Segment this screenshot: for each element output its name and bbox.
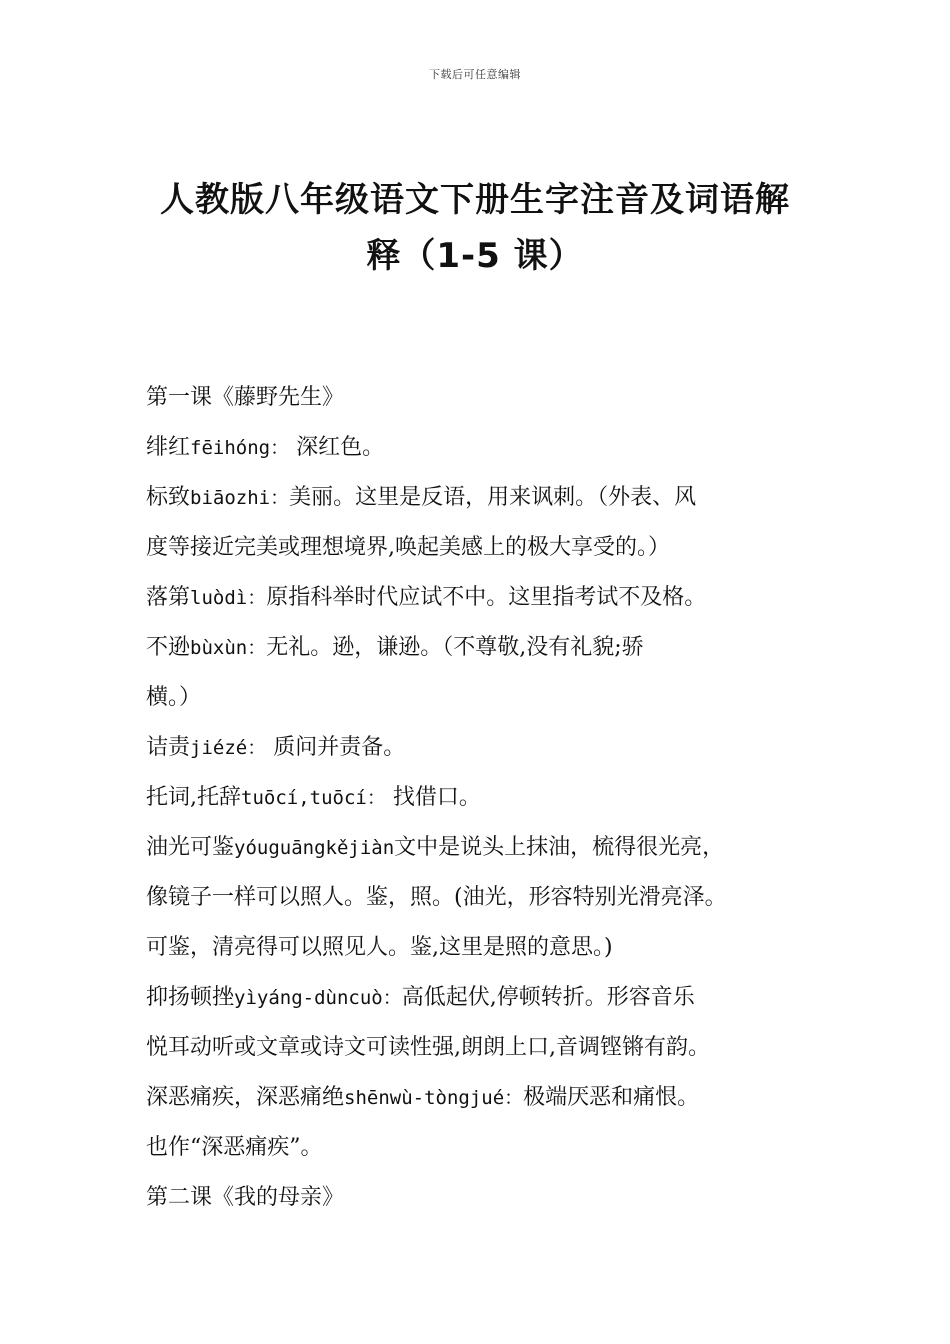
- pinyin: biāozhi：: [190, 487, 290, 509]
- header-note: 下载后可任意编辑: [429, 68, 521, 81]
- entry-line: 油光可鉴yóuguāngkějiàn文中是说头上抹油，梳得很光亮，: [146, 835, 725, 860]
- entry-line: 标致biāozhi：美丽。这里是反语，用来讽刺。（外表、风: [146, 485, 697, 510]
- pinyin: fēihóng：: [190, 437, 290, 459]
- entry-line: 绯红fēihóng： 深红色。: [146, 435, 385, 460]
- title-line-1: 人教版八年级语文下册生字注音及词语解: [160, 180, 790, 220]
- entry-line: 深恶痛疾，深恶痛绝shēnwù-tòngjué：极端厌恶和痛恨。: [146, 1085, 700, 1110]
- entry-line: 可鉴，清亮得可以照见人。鉴,这里是照的意思。): [146, 935, 613, 960]
- document-title: [140, 172, 810, 284]
- entry-line: 悦耳动听或文章或诗文可读性强,朗朗上口,音调铿锵有韵。: [146, 1035, 710, 1060]
- entry-line: 不逊bùxùn：无礼。逊，谦逊。（不尊敬,没有礼貌;骄: [146, 635, 644, 660]
- section-heading-lesson-2: 第二课《我的母亲》: [146, 1185, 345, 1210]
- pinyin: yóuguāngkějiàn: [234, 837, 395, 859]
- entry-line: 落第luòdì：原指科举时代应试不中。这里指考试不及格。: [146, 585, 707, 610]
- document-body: [146, 373, 836, 1223]
- pinyin: tuōcí,tuōcí：: [241, 787, 386, 809]
- entry-line: 横。）: [146, 685, 202, 710]
- pinyin: jiézé：: [190, 737, 267, 759]
- entry-line: 也作“深恶痛疾”。: [146, 1135, 323, 1160]
- pinyin: bùxùn：: [190, 637, 267, 659]
- pinyin: shēnwù-tòngjué：: [344, 1087, 524, 1109]
- entry-line: 像镜子一样可以照人。鉴，照。(油光，形容特别光滑亮泽。: [146, 885, 727, 910]
- title-line-2: 释（1-5 课）: [366, 236, 584, 276]
- section-heading-lesson-1: 第一课《藤野先生》: [146, 385, 345, 410]
- entry-line: 诘责jiézé： 质问并责备。: [146, 735, 406, 760]
- pinyin: luòdì：: [190, 587, 267, 609]
- pinyin: yìyáng-dùncuò：: [234, 987, 402, 1009]
- entry-line: 抑扬顿挫yìyáng-dùncuò：高低起伏,停顿转折。形容音乐: [146, 985, 695, 1010]
- entry-line: 托词,托辞tuōcí,tuōcí： 找借口。: [146, 785, 481, 810]
- entry-line: 度等接近完美或理想境界,唤起美感上的极大享受的。）: [146, 535, 670, 560]
